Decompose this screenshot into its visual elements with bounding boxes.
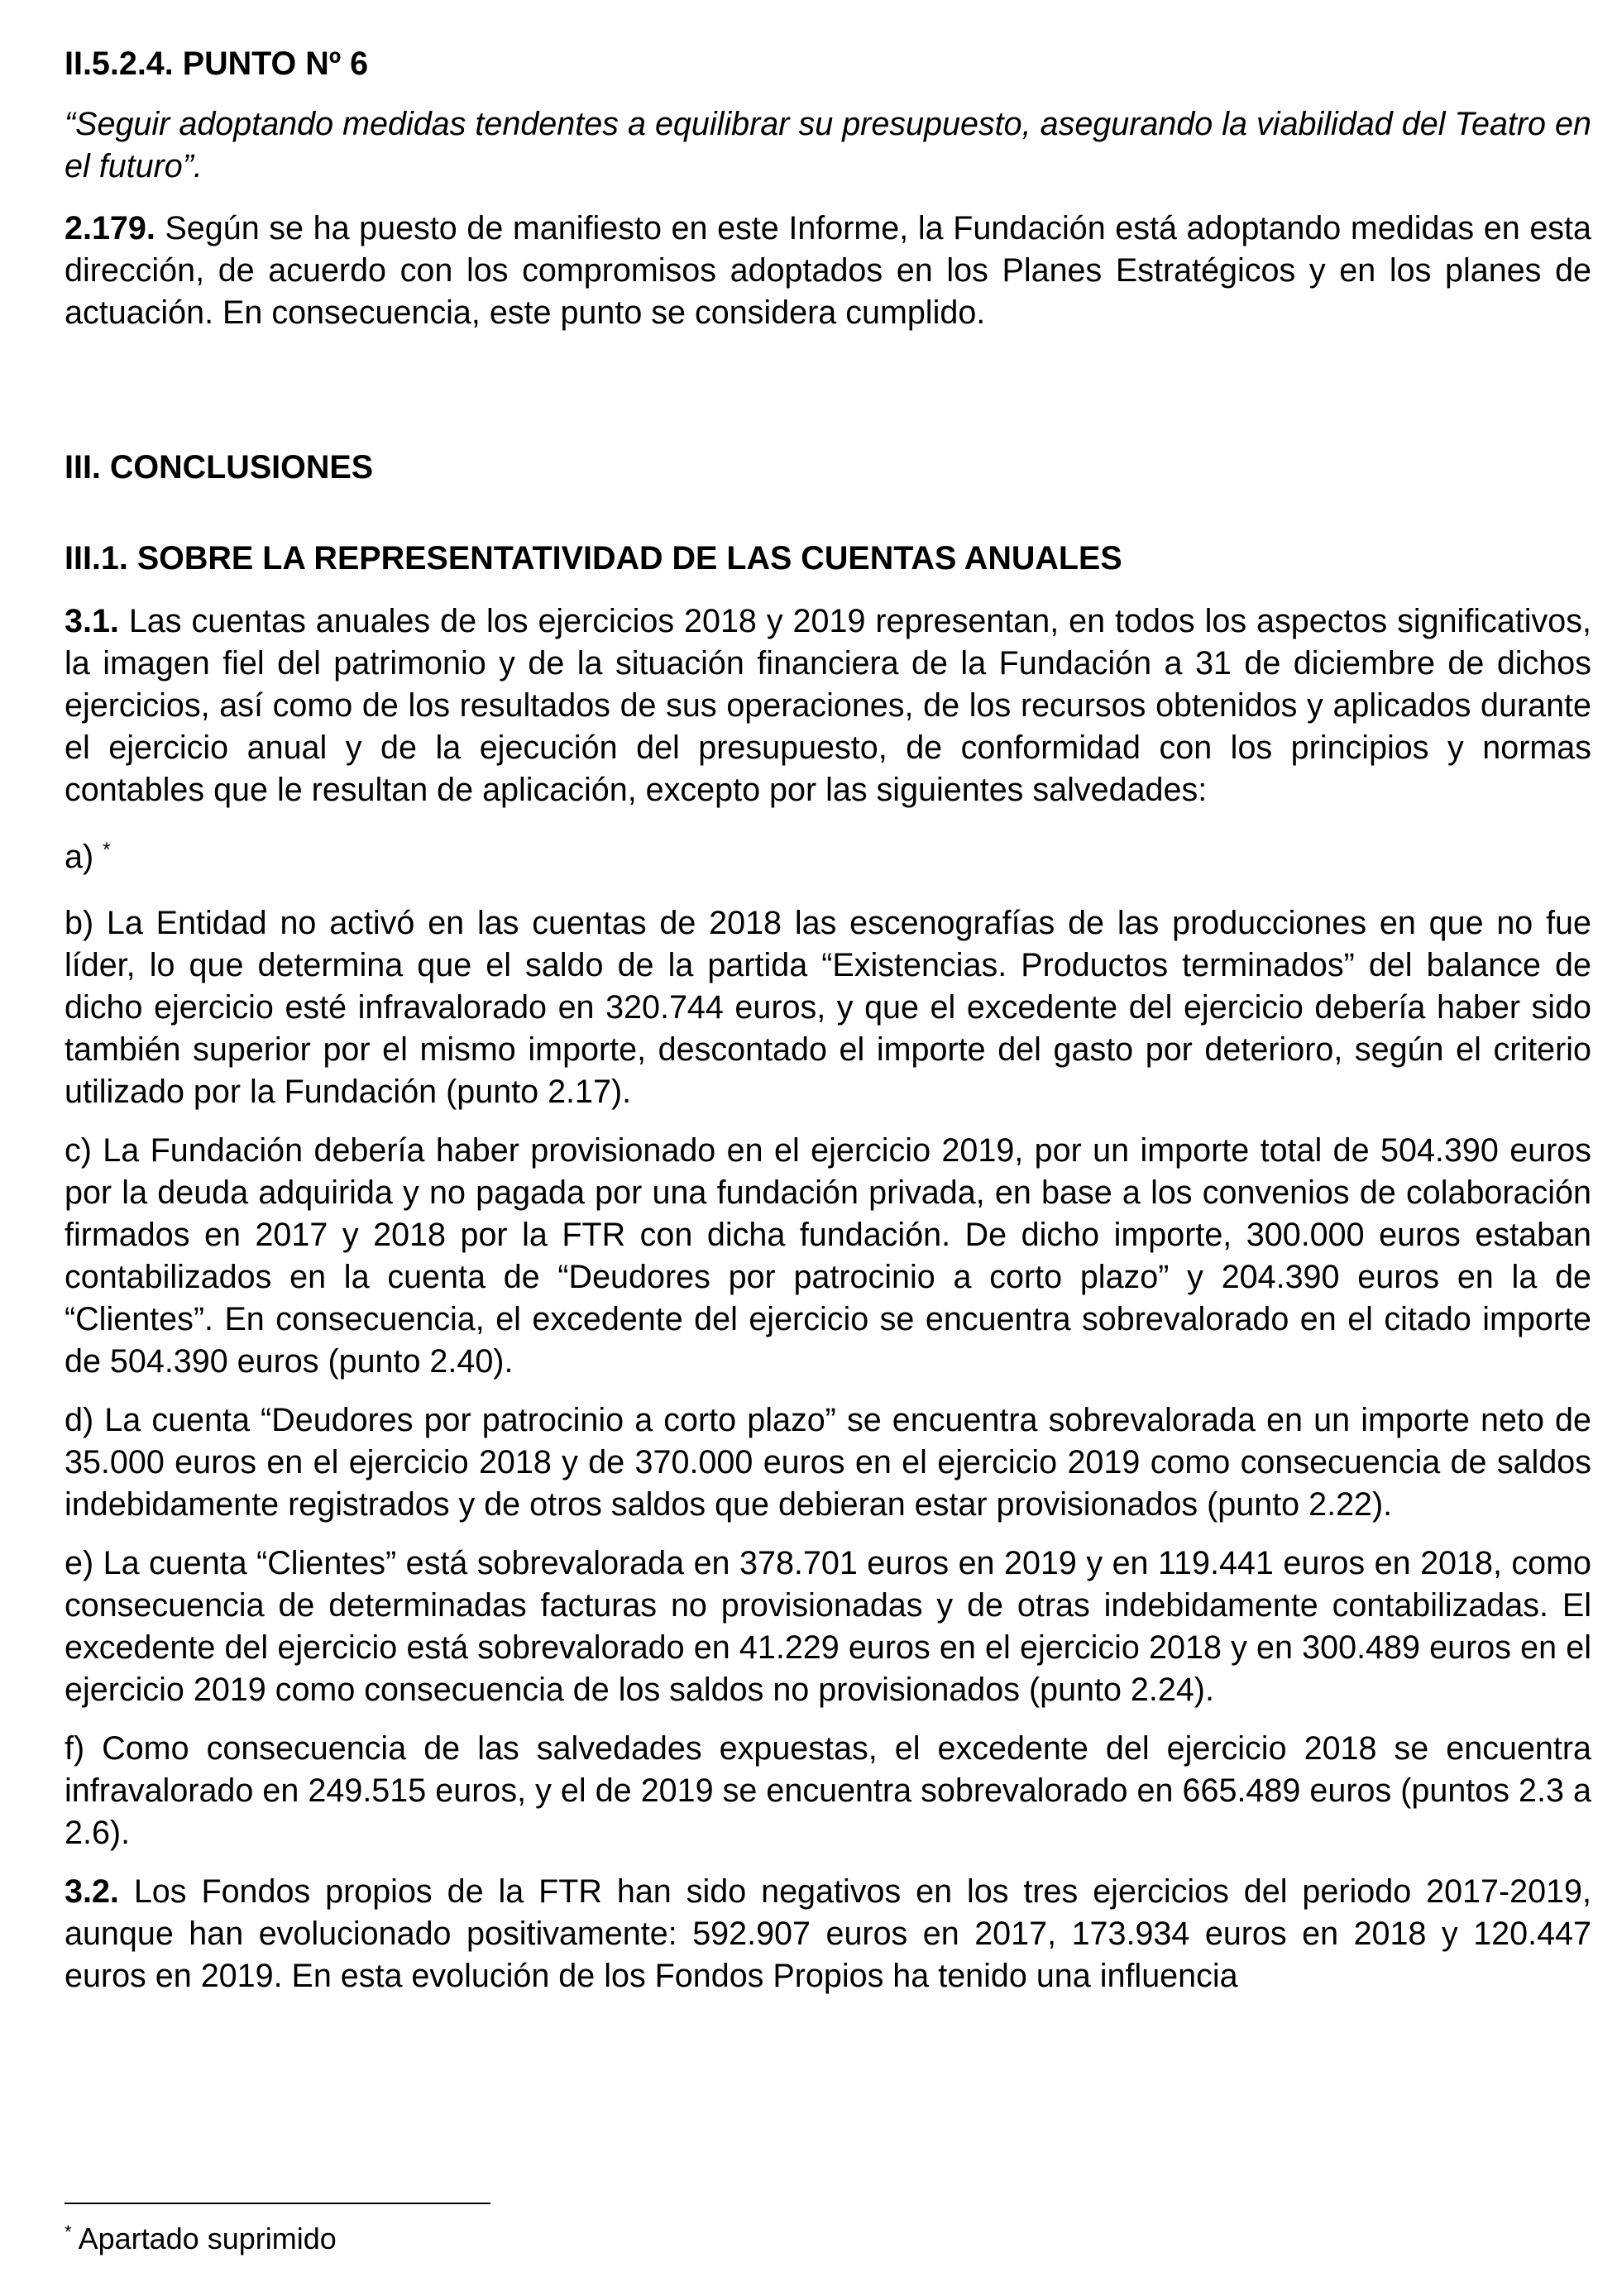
quote-punto-6: “Seguir adoptando medidas tendentes a equilibrar su presupuesto, asegurando la viabilidad del Teatro en el futuro”. xyxy=(65,106,1591,184)
footnote xyxy=(65,2221,337,2257)
paragraph-number: 3.2. xyxy=(65,1873,119,1910)
item-d: d) La cuenta “Deudores por patrocinio a corto plazo” se encuentra sobrevalorada en un importe neto de 35.000 euros en el ejercicio 2018 y de 370.000 euros en el ejercicio 2019 como consecuencia de saldos indebidamente registrados y de otros saldos que debieran estar provisionados (punto 2.22). xyxy=(65,1402,1591,1523)
heading-representatividad: III.1. SOBRE LA REPRESENTATIVIDAD DE LAS CUENTAS ANUALES xyxy=(65,540,1122,576)
item-e: e) La cuenta “Clientes” está sobrevalorada en 378.701 euros en 2019 y en 119.441 euros en 2018, como consecuencia de determinadas facturas no provisionadas y de otras indebidamente contabilizadas. El excedente del ejercicio está sobrevalorado en 41.229 euros en el ejercicio 2018 y en 300.489 euros en el ejercicio 2019 como consecuencia de los saldos no provisionados (punto 2.24). xyxy=(65,1545,1591,1708)
paragraph-text: Según se ha puesto de manifiesto en este Informe, la Fundación está adoptando medidas en esta dirección, de acuerdo con los compromisos adoptados en los Planes Estratégicos y en los planes de actuación. En consecuencia, este punto se considera cumplido. xyxy=(65,210,1591,331)
item-a xyxy=(65,836,1591,878)
paragraph-3-2 xyxy=(65,1871,1591,1997)
paragraph-number: 2.179. xyxy=(65,210,155,246)
paragraph-text: Los Fondos propios de la FTR han sido negativos en los tres ejercicios del periodo 2017-2019, aunque han evolucionado positivamente: 592.907 euros en 2017, 173.934 euros en 2018 y 120.447 euros en 2019. En esta evolución de los Fondos Propios ha tenido una influencia xyxy=(65,1873,1591,1994)
document-page xyxy=(65,43,1591,1997)
heading-punto-6: II.5.2.4. PUNTO Nº 6 xyxy=(65,45,369,82)
footnote-divider xyxy=(65,2203,490,2204)
item-a-label: a) xyxy=(65,839,103,875)
footnote-mark: * xyxy=(65,2222,72,2242)
footnote-reference: * xyxy=(103,838,111,861)
item-b: b) La Entidad no activó en las cuentas de 2018 las escenografías de las producciones en que no fue líder, lo que determina que el saldo de la partida “Existencias. Productos terminados” del balance de dicho ejercicio esté infravalorado en 320.744 euros, y que el excedente del ejercicio debería haber sido también superior por el mismo importe, descontado el importe del gasto por deterioro, según el criterio utilizado por la Fundación (punto 2.17). xyxy=(65,905,1591,1110)
item-f: f) Como consecuencia de las salvedades expuestas, el excedente del ejercicio 2018 se encuentra infravalorado en 249.515 euros, y el de 2019 se encuentra sobrevalorado en 665.489 euros (puntos 2.3 a 2.6). xyxy=(65,1730,1591,1851)
paragraph-2-179 xyxy=(65,208,1591,334)
footnote-text: Apartado suprimido xyxy=(71,2222,337,2255)
heading-conclusiones: III. CONCLUSIONES xyxy=(65,449,374,486)
paragraph-number: 3.1. xyxy=(65,603,119,639)
paragraph-text: Las cuentas anuales de los ejercicios 2018 y 2019 representan, en todos los aspectos significativos, la imagen fiel del patrimonio y de la situación financiera de la Fundación a 31 de diciembre de dichos ejercicios, así como de los resultados de sus operaciones, de los recursos obtenidos y aplicados durante el ejercicio anual y de la ejecución del presupuesto, de conformidad con los principios y normas contables que le resultan de aplicación, excepto por las siguientes salvedades: xyxy=(65,603,1591,808)
item-c: c) La Fundación debería haber provisionado en el ejercicio 2019, por un importe total de 504.390 euros por la deuda adquirida y no pagada por una fundación privada, en base a los convenios de colaboración firmados en 2017 y 2018 por la FTR con dicha fundación. De dicho importe, 300.000 euros estaban contabilizados en la cuenta de “Deudores por patrocinio a corto plazo” y 204.390 euros en la de “Clientes”. En consecuencia, el excedente del ejercicio se encuentra sobrevalorado en el citado importe de 504.390 euros (punto 2.40). xyxy=(65,1132,1591,1380)
paragraph-3-1 xyxy=(65,600,1591,811)
